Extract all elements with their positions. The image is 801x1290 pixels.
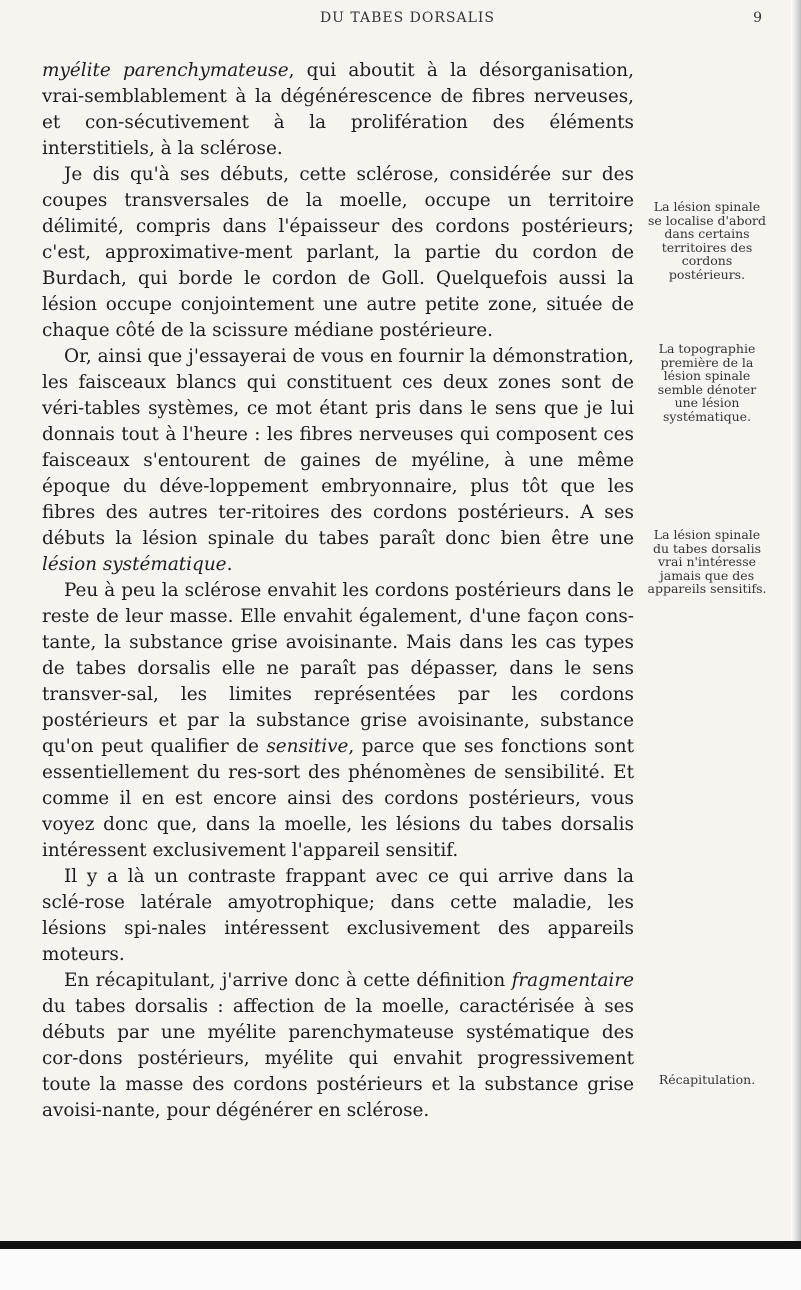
italic-text: sensitive <box>266 736 349 757</box>
body-text <box>42 58 634 1124</box>
text-run: , qui aboutit à la désorganisation, vrai-semblablement à la dégénérescence de fibres nerveuses, et con-sécutivement à la prolifération des éléments interstitiels, à la sclérose. <box>42 60 635 159</box>
bottom-border <box>0 1241 801 1249</box>
running-header <box>40 10 775 34</box>
margin-note: La topographie première de la lésion spinale semble dénoter une lésion systématique. <box>657 341 757 424</box>
margin-note: La lésion spinale se localise d'abord dans certains territoires des cordons postérieurs. <box>648 199 766 282</box>
text-run: Il y a là un contraste frappant avec ce qui arrive dans la sclé-rose latérale amyotrophique; dans cette maladie, les lésions spi-nales intéressent exclusivement des appareils moteurs. <box>42 866 634 965</box>
paragraph <box>42 58 634 162</box>
text-run: Or, ainsi que j'essayerai de vous en fournir la démonstration, les faisceaux blancs qui constituent ces deux zones sont de véri-tables systèmes, ce mot étant pris dans le sens que je lui donnais tout à l'heure : les fibres nerveuses qui composent ces faisceaux s'entourent de gaines de myéline, à une même époque du déve-loppement embryonnaire, plus tôt que les fibres des autres ter-ritoires des cordons postérieurs. A ses débuts la lésion spinale du tabes paraît donc bien être une <box>42 346 634 549</box>
text-run: En récapitulant, j'arrive donc à cette définition <box>64 970 512 991</box>
page-edge <box>791 0 801 1290</box>
paragraph <box>42 344 634 578</box>
italic-text: fragmentaire <box>511 970 634 991</box>
text-run: Je dis qu'à ses débuts, cette sclérose, considérée sur des coupes transversales de la moelle, occupe un territoire délimité, compris dans l'épaisseur des cordons postérieurs; c'est, approximative-ment parlant, la partie du cordon de Burdach, qui borde le cordon de Goll. Quelquefois aussi la lésion occupe conjointement une autre petite zone, située de chaque côté de la scissure médiane postérieure. <box>42 164 634 341</box>
paragraph <box>42 162 634 344</box>
paragraph <box>42 968 634 1124</box>
text-run: , parce que ses fonctions sont essentiellement du res-sort des phénomènes de sensibilité. Et comme il en est encore ainsi des cordons postérieurs, vous voyez donc que, dans la moelle, les lésions du tabes dorsalis intéressent exclusivement l'appareil sensitif. <box>42 736 634 861</box>
paragraph <box>42 578 634 864</box>
margin-note: Récapitulation. <box>658 1072 756 1087</box>
below-page <box>0 1249 801 1290</box>
paragraph <box>42 864 634 968</box>
running-title: DU TABES DORSALIS <box>319 10 496 26</box>
text-run: . <box>226 554 233 575</box>
text-run: Peu à peu la sclérose envahit les cordons postérieurs dans le reste de leur masse. Elle envahit également, d'une façon cons-tante, la substance grise avoisinante. Mais dans les cas types de tabes dorsalis elle ne paraît pas dépasser, dans le sens transver-sal, les limites représentées par les cordons postérieurs et par la substance grise avoisinante, substance qu'on peut qualifier de <box>42 580 634 757</box>
margin-note: La lésion spinale du tabes dorsalis vrai n'intéresse jamais que des appareils sensitifs. <box>647 527 767 596</box>
page-number: 9 <box>753 10 763 26</box>
italic-text: lésion systématique <box>42 554 227 575</box>
italic-text: myélite parenchymateuse <box>42 60 289 81</box>
text-run: du tabes dorsalis : affection de la moelle, caractérisée à ses débuts par une myélite parenchymateuse systématique des cor-dons postérieurs, myélite qui envahit progressivement toute la masse des cordons postérieurs et la substance grise avoisi-nante, pour dégénérer en sclérose. <box>42 996 634 1121</box>
